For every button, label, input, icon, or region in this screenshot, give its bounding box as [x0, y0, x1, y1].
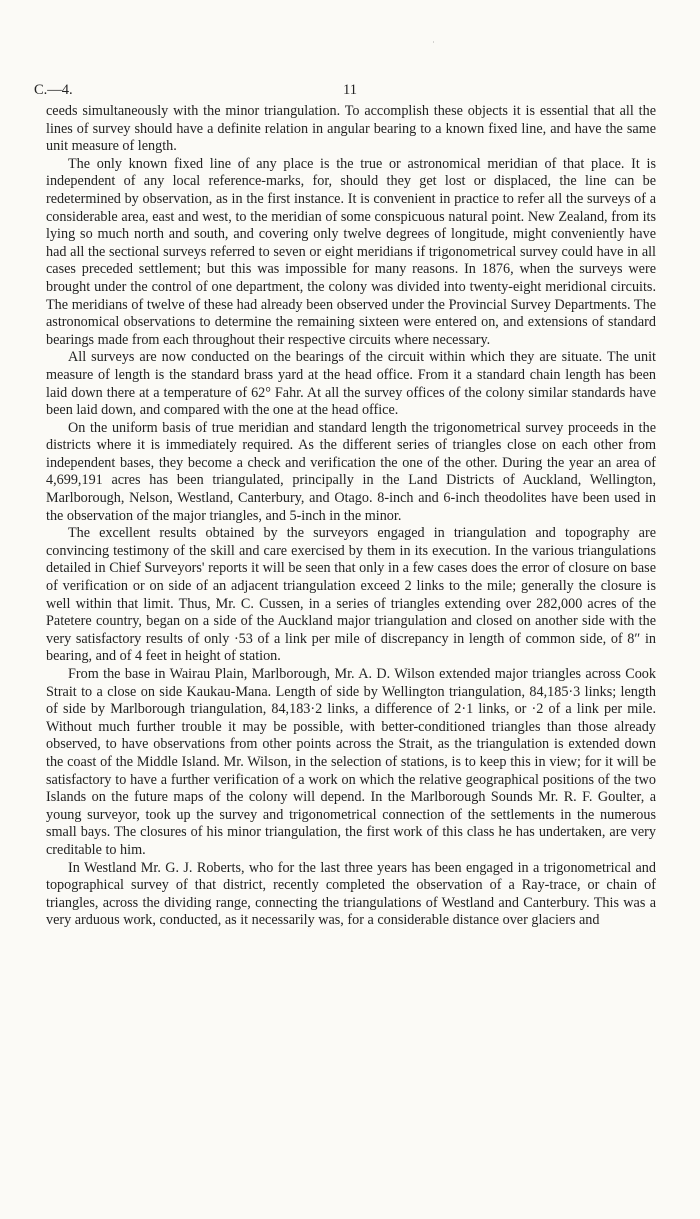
document-code: C.—4. [34, 82, 73, 98]
paragraph-circuit-bearings: All surveys are now conducted on the bearings of the circuit within which they are situate. The unit measure of length is the standard brass yard at the head office. From it a standard chain length has been laid down there at a temperature of 62° Fahr. At all the survey offices of the colony similar standards have been laid down, and compared with the one at the head office. [46, 349, 656, 419]
paragraph-westland: In Westland Mr. G. J. Roberts, who for the last three years has been engaged in a trigonometrical and topographical survey of that district, recently completed the observation of a Ray-trace, or chain of triangles, across the dividing range, connecting the triangulations of Westland and Canterbury. This was a very arduous work, conducted, as it necessarily was, for a considerable distance over glaciers and [46, 859, 656, 929]
paragraph-triangulation-results: The excellent results obtained by the surveyors engaged in triangulation and topography are convincing testimony of the skill and care exercised by them in its execution. In the various triangulations detailed in Chief Surveyors' reports it will be seen that only in a few cases does the error of closure on base of verification or on side of an adjacent triangulation exceed 2 links to the mile; generally the closure is well within that limit. Thus, Mr. C. Cussen, in a series of triangles extending over 282,000 acres of the Patetere country, began on a side of the Auckland major triangulation and closed on another side with the very satisfactory results of only ·53 of a link per mile of discrepancy in length of common side, of 8″ in bearing, and of 4 feet in height of station. [46, 525, 656, 665]
paragraph-true-meridian: The only known fixed line of any place is the true or astronomical meridian of that place. It is independent of any local reference-marks, for, should they get lost or displaced, the line can be redetermined by observation, as in the first instance. It is convenient in practice to refer all the surveys of a considerable area, east and west, to the meridian of some conspicuous natural point. New Zealand, from its lying so much north and south, and covering only twelve degrees of longitude, might conveniently have had all the sectional surveys referred to seven or eight meridians if trigonometrical survey could have in all cases preceded settlement; but this was impossible for many reasons. In 1876, when the surveys were brought under the control of one department, the colony was divided into twenty-eight meridional circuits. The meridians of twelve of these had already been observed under the Provincial Survey Departments. The astronomical observations to determine the remaining sixteen were entered on, and extensions of standard bearings made from each throughout their respective circuits where necessary. [46, 155, 656, 348]
paragraph-trigonometrical-survey: On the uniform basis of true meridian and standard length the trigonometrical survey proceeds in the districts where it is immediately required. As the different series of triangles close on each other from independent bases, they become a check and verification the one of the other. During the year an area of 4,699,191 acres has been triangulated, principally in the Land Districts of Auckland, Wellington, Marlborough, Nelson, Westland, Canterbury, and Otago. 8-inch and 6-inch theodolites have been used in the observation of the major triangles, and 5-inch in the minor. [46, 419, 656, 524]
paragraph-continued: ceeds simultaneously with the minor triangulation. To accomplish these objects it is essential that all the lines of survey should have a definite relation in angular bearing to a known fixed line, and have the same unit measure of length. [46, 103, 656, 155]
page-header [34, 82, 666, 102]
page-number: 11 [343, 82, 357, 98]
corner-mark: ʿ [432, 40, 435, 50]
paragraph-wairau-plain: From the base in Wairau Plain, Marlborough, Mr. A. D. Wilson extended major triangles across Cook Strait to a close on side Kaukau-Mana. Length of side by Wellington triangulation, 84,185·3 links; length of side by Marlborough triangulation, 84,183·2 links, a difference of 2·1 links, or ·2 of a link per mile. Without much further trouble it may be possible, with better-conditioned triangles than those already observed, to have observations from other points across the Strait, as the triangulation is extended down the coast of the Middle Island. Mr. Wilson, in the selection of stations, is to keep this in view; for it will be satisfactory to have a further verification of a work on which the relative geographical positions of the two Islands on the future maps of the colony will depend. In the Marlborough Sounds Mr. R. F. Goulter, a young surveyor, took up the survey and trigonometrical connection of the settlements in the numerous small bays. The closures of his minor triangulation, the first work of this class he has undertaken, are very creditable to him. [46, 666, 656, 858]
body-text [46, 103, 656, 930]
